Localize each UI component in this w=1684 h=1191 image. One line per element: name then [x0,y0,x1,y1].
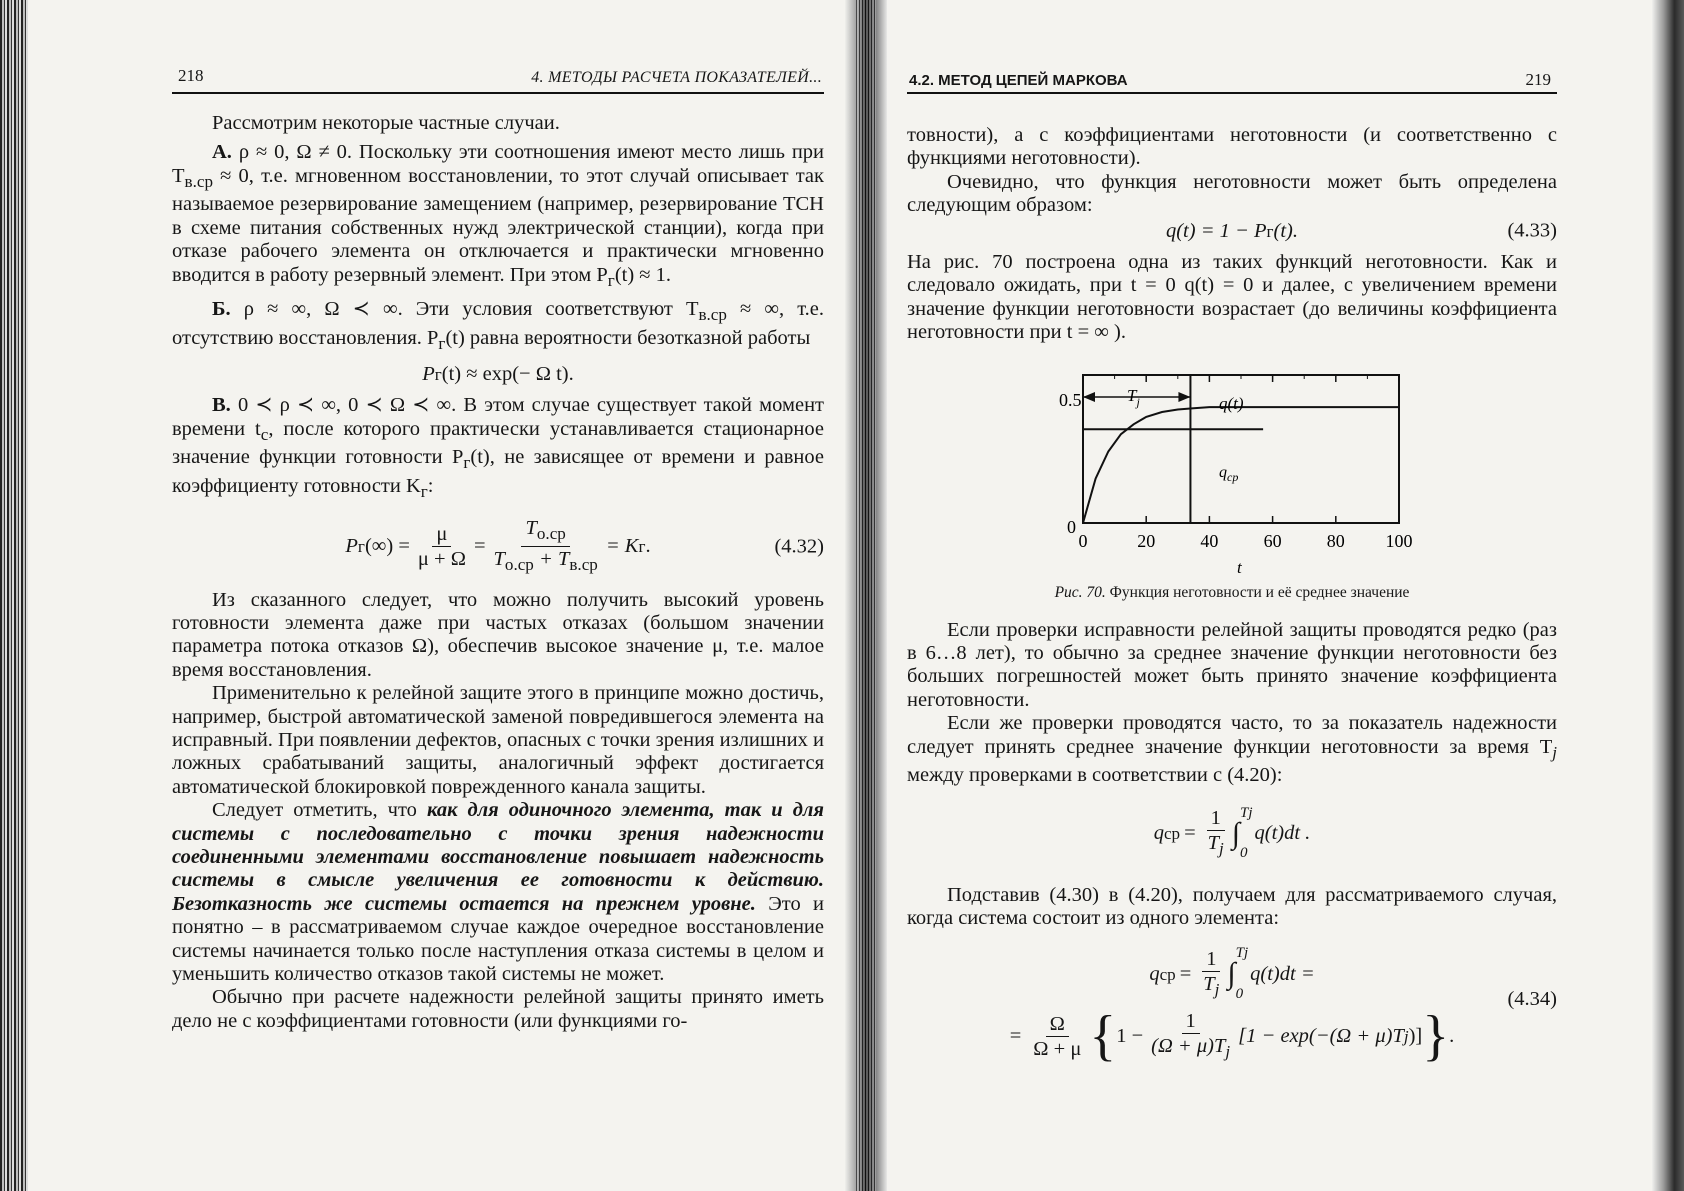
case-v-label: В. [212,394,231,417]
eq434-l2-rest-sub: j [1403,1026,1409,1046]
eq434-lhs-sub: ср [1159,964,1176,984]
eq434-fraction-2 [1029,1013,1085,1060]
case-a-text2: ≈ 0, т.е. мгновенном восстановлении, то этот случай описывает так называемое резервирование замещением (например, резервирование ТСН в схеме питания собственных нужд электрической станции), когда при отказе рабочего элемента он отключается и практически мгновенно вводится в работу резервный элемент. При этом P [172,164,824,286]
mean-label-q-sr: $q_{ср}$ [1219,463,1239,484]
figure-caption [907,581,1557,604]
x-tick-label: 80 [1326,530,1345,551]
eq434-l2-end: . [1449,1024,1455,1047]
right-page-body [907,124,1557,1068]
eq434-l2-fnum: 1 [1182,1010,1200,1034]
mean-lhs-sub: ср [1163,823,1181,843]
eq432-fraction-2 [490,517,602,576]
eq432-f2-num-sub: о.ср [536,524,566,544]
paragraph-unavailability-coefficients: товности), а с коэффициентами неготовности (и соответственно с функциями неготовности). [907,124,1557,170]
eq432-rhs-end: . [645,535,651,558]
eq432-f2-den-b: + T [533,548,570,571]
eq432-f2-den-b-sub: в.ср [569,555,598,575]
eq434-lhs: q [1149,962,1160,985]
tj-label: $T_j$ [1127,385,1140,409]
x-tick-label: 100 [1385,530,1413,551]
paragraph-high-availability: Из сказанного следует, что можно получить высокий уровень готовности элемента даже при частых отказах (большом значении параметра потока отказов Ω), обеспечив высокое значение μ, т.е. малое время восстановления. [172,588,824,681]
case-v-text: . В этом случае существует такой момент времени t [172,394,824,440]
para5-text: Если же проверки проводятся часто, то за показатель надежности следует принять среднее значение функции неготовности за время T [907,712,1557,758]
eq432-f2-num-t: T [525,517,537,540]
eq432-rhs-sub: г [638,537,646,557]
x-axis-label: t [1237,557,1242,577]
integral-lower: 0 [1240,845,1248,862]
equation-number-4-32: (4.32) [774,535,824,558]
case-v-condition: 0 ≺ ρ ≺ ∞, 0 ≺ Ω ≺ ∞ [237,394,452,417]
eq434-integral-limits [1236,942,1249,1006]
equation-exp [172,363,824,386]
eq434-eq: = [1179,962,1192,985]
eq434-l2-fden [1147,1034,1234,1063]
eq432-f1-num: μ [432,523,451,547]
left-page-header [172,62,824,94]
exp-lhs-sub: г [434,365,442,385]
case-v-sub3: г [420,481,428,501]
eq434-brace-open: { [1089,1005,1117,1068]
case-b-paragraph [172,298,824,355]
equation-4-34-line-2 [907,988,1557,1068]
eq434-l2-eq: = [1009,1024,1022,1047]
paragraph-rare-checks: Если проверки исправности релейной защиты проводятся редко (раз в 6…8 лет), то обычно за среднее значение функции неготовности без больших погрешностей может быть принято значение коэффициента неготовности. [907,618,1557,711]
x-tick-label: 0 [1078,530,1088,551]
mean-fraction [1204,807,1228,860]
para5-end: между проверками в соответствии с (4.20): [907,764,1283,787]
case-v-text2: , после которого практически устанавливается стационарное значение функции готовности P [172,417,824,469]
gutter-page-edges [856,0,876,1191]
case-b-text3: (t) равна вероятности безотказной работы [445,326,811,349]
case-v-sub2: г [463,453,471,473]
eq432-lhs-rest: (∞) = [364,535,410,558]
mean-den-t: T [1207,832,1220,855]
eq432-fraction-1 [414,523,470,570]
eq434-integral-sign: ∫ [1227,957,1236,991]
case-a-condition: ρ ≈ 0, Ω ≠ 0 [238,141,347,164]
left-page-number: 218 [178,66,204,85]
eq432-rhs: = K [605,535,639,558]
unavailability-chart [907,357,1557,657]
para3-emphasis: как для одиночного элемента, так и для системы с последовательно с точки зрения надежности соединенными элементами восстановление повышает надежность системы в смысле увеличения ее готовности к действию. Безотказность же системы остается на прежнем уровне. [172,799,824,915]
equation-number-4-33: (4.33) [1507,219,1557,242]
case-v-paragraph [172,394,824,503]
case-a-sub: в.ср [184,171,213,191]
eq432-lhs: P [345,535,358,558]
integral-upper: Tj [1240,804,1253,821]
integral-sign: ∫ [1231,816,1240,850]
y-tick-label-0-5: 0.5 [1059,389,1082,410]
eq434-fraction-3 [1147,1010,1234,1063]
case-v-text3: (t), не зависящее от времени и равное коэффициенту готовности K [172,446,824,497]
case-b-sub: в.ср [698,305,727,325]
equation-mean-unavailability [907,802,1557,866]
case-b-text: . Эти условия соответствуют T [397,298,699,321]
x-tick-label: 60 [1263,530,1282,551]
eq434-l2-rest-end: )] [1408,1024,1423,1047]
integral-limits [1240,802,1253,866]
paragraph-relay-protection: Применительно к релейной защите этого в принципе можно достичь, например, быстрой автоматической заменой повредившегося элемента на исправный. При появлении дефектов, опасных с точки зрения излишних и ложных срабатываний защиты, аналогичный эффект достигается автоматической блокировкой поврежденного канала защиты. [172,682,824,798]
eq434-l1-body: q(t)dt = [1250,962,1315,985]
case-b-sub2: г [438,333,446,353]
eq433-rest: (t). [1273,219,1299,242]
mean-lhs: q [1153,821,1164,844]
eq434-l2-den: Ω + μ [1033,1037,1082,1060]
paragraph-readiness-coefficients: Обычно при расчете надежности релейной защиты принято иметь дело не с коэффициентами готовности (или функциями го- [172,986,824,1032]
eq434-l1-den-sub: j [1214,979,1220,999]
mean-body: q(t)dt . [1254,821,1311,844]
eq433-sub: г [1266,221,1274,241]
tj-arrowhead-left [1083,392,1095,402]
eq434-l2-num: Ω [1046,1013,1069,1037]
equation-number-4-34: (4.34) [1507,988,1557,1011]
mean-den [1204,831,1228,860]
paragraph-figure-reference: На рис. 70 построена одна из таких функций неготовности. Как и следовало ожидать, при t = 0 q(t) = 0 и далее, с увеличением времени значение функции неготовности возрастает (до величины коэффициента неготовности при t = ∞ ). [907,251,1557,344]
eq434-l2-fden-t: (Ω + μ)T [1151,1034,1226,1057]
x-tick-labels [1079,531,1413,551]
eq434-integral-lower: 0 [1235,986,1244,1002]
left-page-body [172,112,824,1033]
case-v-sub: c [260,424,269,444]
case-a-sub2: г [607,270,615,290]
eq432-f2-den [490,547,602,576]
paragraph-substitution: Подставив (4.30) в (4.20), получаем для рассматриваемого случая, когда система состоит из одного элемента: [907,883,1557,929]
caption-text: Функция неготовности и её среднее значение [1105,583,1410,601]
eq434-one-minus: 1 − [1116,1024,1144,1047]
case-a-label: А. [212,141,232,164]
mean-den-sub: j [1219,839,1224,859]
exp-rest: (t) ≈ exp(− Ω t). [441,363,574,386]
x-tick-label: 20 [1137,530,1156,551]
mean-eq: = [1184,821,1196,844]
case-b-label: Б. [212,298,231,321]
paragraph-frequent-checks [907,712,1557,787]
eq432-f1-den: μ + Ω [417,548,466,571]
case-b-text2: ≈ ∞, т.е. отсутствию восстановления. P [172,298,824,349]
figure-70 [907,357,1557,657]
right-page-header [907,62,1557,94]
equation-4-32 [172,517,824,576]
right-page-number: 219 [1525,70,1551,89]
book-edge-right [1652,0,1684,1191]
eq433-formula: q(t) = 1 − P [1165,219,1267,242]
case-v-text4: : [427,474,434,497]
right-running-title: 4.2. МЕТОД ЦЕПЕЙ МАРКОВА [909,72,1128,89]
eq432-f2-den-a: T [493,548,505,571]
left-page [172,0,824,1191]
eq434-fraction-1 [1199,948,1223,1001]
eq434-l1-den-t: T [1203,972,1215,995]
case-a-text3: (t) ≈ 1. [614,263,672,286]
paragraph-restoration [172,799,824,986]
case-a-text: . Поскольку эти соотношения имеют место лишь при T [172,141,825,187]
x-tick-label: 40 [1200,530,1219,551]
book-edge-left [0,0,28,1191]
paragraph-definition: Очевидно, что функция неготовности может быть определена следующим образом: [907,170,1557,217]
tj-arrowhead-right [1178,392,1190,402]
eq434-l2-rest: [1 − exp(−(Ω + μ)T [1238,1024,1404,1047]
eq434-brace-close: } [1422,1005,1450,1068]
y-tick-label-0: 0 [1067,516,1076,537]
eq434-l2-fden-sub: j [1225,1041,1231,1061]
equation-4-34-line-1 [907,942,1557,1006]
caption-label: Рис. 70. [1054,583,1106,601]
eq434-l1-den [1199,972,1223,1001]
eq432-lhs-sub: г [357,537,365,557]
para3-start: Следует отметить, что [212,799,427,822]
eq434-integral-upper: Tj [1235,945,1249,962]
para5-sub: j [1552,742,1557,762]
eq432-f2-num [521,517,569,547]
eq432-f2-den-a-sub: о.ср [504,555,534,575]
case-a-paragraph [172,141,824,292]
exp-lhs: P [422,363,435,386]
para3-end: Это и понятно – в рассматриваемом случае каждое очередное восстановление системы начинается только после наступления отказа системы в целом и уменьшить количество отказов такой системы не может. [172,892,824,986]
eq432-eq: = [473,535,486,558]
intro-line: Рассмотрим некоторые частные случаи. [212,112,560,134]
series-line-q-t [1083,407,1399,523]
case-b-condition: ρ ≈ ∞, Ω ≺ ∞ [243,298,398,321]
eq434-l1-num: 1 [1202,948,1220,972]
equation-4-33 [907,220,1557,243]
right-page [907,0,1557,1191]
curve-label-q-t: q(t) [1219,393,1244,413]
mean-num: 1 [1207,807,1225,831]
left-running-title: 4. МЕТОДЫ РАСЧЕТА ПОКАЗАТЕЛЕЙ... [531,69,822,86]
